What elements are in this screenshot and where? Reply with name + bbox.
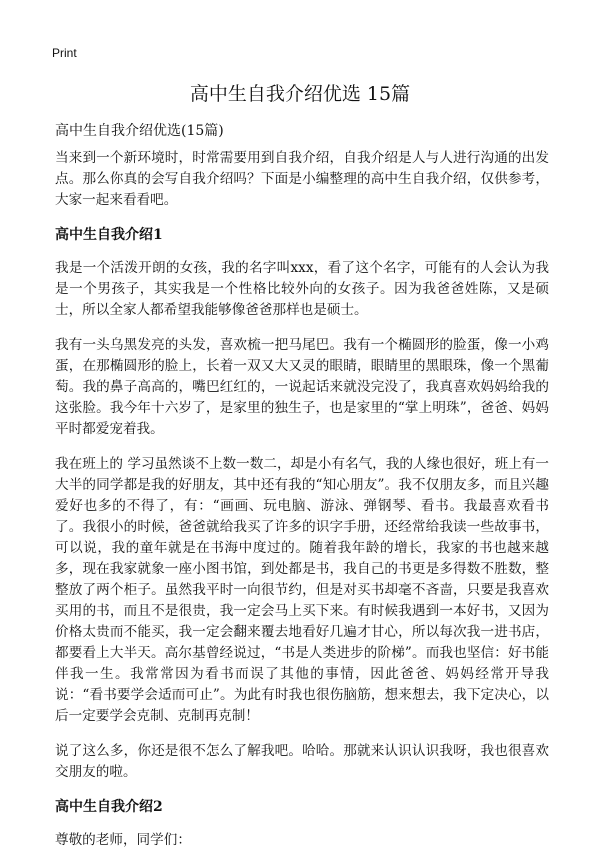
body-paragraph: 我有一头乌黑发亮的头发，喜欢梳一把马尾巴。我有一个椭圆形的脸蛋，像一小鸡蛋，在那椭圆形的脸上，长着一双又大又灵的眼睛，眼睛里的黑眼珠，像一个黑葡萄。我的鼻子高高的，嘴巴红红的，一说起话来就没完没了，我真喜欢妈妈给我的这张脸。我今年十六岁了，是家里的独生子，也是家里的“掌上明珠”，爸爸、妈妈平时都爱宠着我。: [55, 337, 549, 437]
body-paragraph: 尊敬的老师，同学们：: [55, 832, 191, 848]
intro-paragraph: 当来到一个新环境时，时常需要用到自我介绍，自我介绍是人与人进行沟通的出发点。那么你真的会写自我介绍吗？下面是小编整理的高中生自我介绍，仅供参考，大家一起来看看吧。: [55, 150, 549, 208]
body-paragraph: 说了这么多，你还是很不怎么了解我吧。哈哈。那就来认识认识我呀，我也很喜欢交朋友的啦。: [55, 743, 549, 780]
document-subtitle: 高中生自我介绍优选(15篇): [55, 123, 224, 139]
section-2: [55, 797, 549, 851]
print-link[interactable]: Print: [52, 46, 77, 60]
body-paragraph: 我是一个活泼开朗的女孩，我的名字叫xxx，看了这个名字，可能有的人会认为我是一个男孩子，其实我是一个性格比较外向的女孩子。因为我爸爸姓陈，又是硕士，所以全家人都希望我能够像爸爸那样也是硕士。: [55, 260, 549, 318]
section-1: [55, 225, 549, 783]
section-heading: 高中生自我介绍2: [55, 799, 163, 815]
body-paragraph: 我在班上的 学习虽然谈不上数一数二，却是小有名气，我的人缘也很好，班上有一大半的同学都是我的好朋友，其中还有我的“知心朋友”。我不仅朋友多，而且兴趣爱好也多的不得了，有：“画画、玩电脑、游泳、弹钢琴、看书。我最喜欢看书了。我很小的时候，爸爸就给我买了许多的识字手册，还经常给我读一些故事书，可以说，我的童年就是在书海中度过的。随着我年龄的增长，我家的书也越来越多，现在我家就象一座小图书馆，到处都是书，我自己的书更是多得数不胜数，整整放了两个柜子。虽然我平时一向很节约，但是对买书却毫不吝啬，只要是我喜欢买用的书，而且不是很贵，我一定会马上买下来。有时候我遇到一本好书，又因为价格太贵而不能买，我一定会翻来覆去地看好几遍才甘心，所以每次我一进书店，都要看上大半天。高尔基曾经说过，“书是人类进步的阶梯”。而我也坚信：好书能伴我一生。我常常因为看书而误了其他的事情，因此爸爸、妈妈经常开导我说：“看书要学会适而可止”。为此有时我也很伤脑筋，想来想去，我下定决心，以后一定要学会克制、克制再克制！: [55, 456, 549, 724]
document-body: [55, 148, 549, 865]
page-title: 高中生自我介绍优选 15篇: [189, 83, 411, 105]
section-heading: 高中生自我介绍1: [55, 227, 163, 243]
